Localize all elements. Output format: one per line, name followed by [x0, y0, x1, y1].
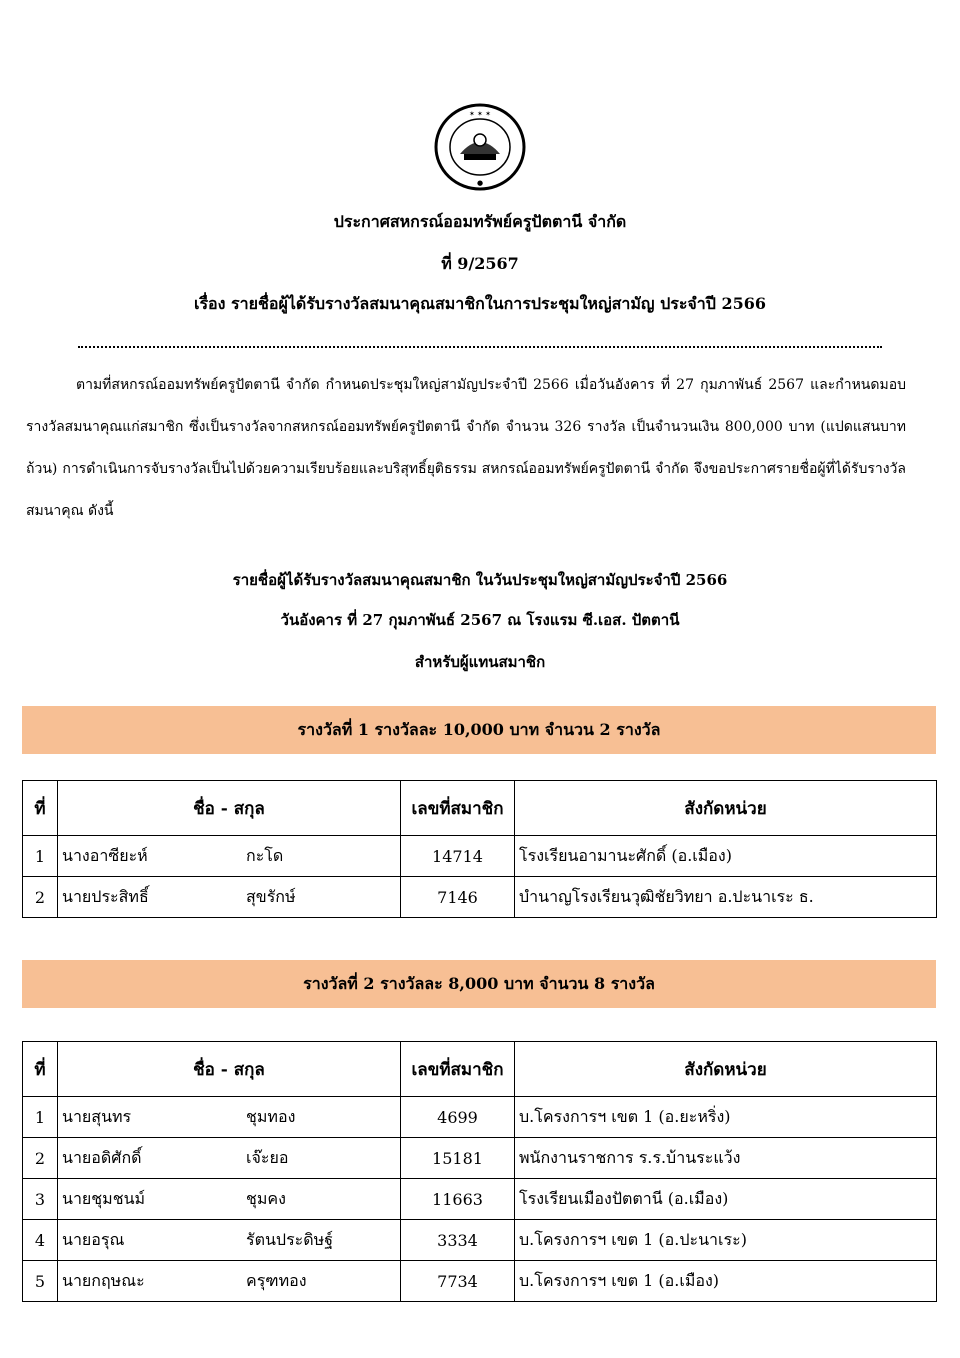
award1-table — [22, 780, 937, 918]
unit: พนักงานราชการ ร.ร.บ้านระแว้ง — [515, 1138, 937, 1179]
last-name: ชุมคง — [246, 1188, 286, 1208]
body-text: ตามที่สหกรณ์ออมทรัพย์ครูปัตตานี จำกัด กำหนดประชุมใหญ่สามัญประจำปี 2566 เมื่อวันอังคาร ที่ 27 กุมภาพันธ์ 2567 และกำหนดมอบรางวัลสมนาคุณแก่สมาชิก ซึ่งเป็นรางวัลจากสหกรณ์ออมทรัพย์ครูปัตตานี จำกัด จำนวน 326 รางวัล เป็นจำนวนเงิน 800,000 บาท (แปดแสนบาทถ้วน) การดำเนินการจับรางวัลเป็นไปด้วยความเรียบร้อยและบริสุทธิ์ยุติธรรม สหกรณ์ออมทรัพย์ครูปัตตานี จำกัด จึงขอประกาศรายชื่อผู้ที่ได้รับรางวัลสมนาคุณ ดังนี้ — [26, 377, 906, 519]
unit: บ.โครงการฯ เขต 1 (อ.ปะนาเระ) — [515, 1220, 937, 1261]
award1-title: รางวัลที่ 1 รางวัลละ 10,000 บาท จำนวน 2 รางวัล — [22, 706, 936, 754]
first-name: นายชุมชนม์ — [62, 1188, 146, 1208]
table-row: 3 นายชุมชนม์ ชุมคง 11663 โรงเรียนเมืองปัตตานี (อ.เมือง) — [23, 1179, 937, 1220]
col-no-header: ที่ — [23, 1042, 58, 1097]
list-heading-line2: วันอังคาร ที่ 27 กุมภาพันธ์ 2567 ณ โรงแรม ซี.เอส. ปัตตานี — [280, 611, 680, 629]
unit: โรงเรียนอามานะศักดิ์ (อ.เมือง) — [515, 836, 937, 877]
col-name-header: ชื่อ - สกุล — [58, 781, 401, 836]
award2-table — [22, 1041, 937, 1302]
member-number: 14714 — [401, 836, 515, 877]
col-unit-header: สังกัดหน่วย — [515, 781, 937, 836]
table-row: 1 นางอาซียะห์ กะโด 14714 โรงเรียนอามานะศักดิ์ (อ.เมือง) — [23, 836, 937, 877]
col-member-header: เลขที่สมาชิก — [401, 1042, 515, 1097]
table-row: 4 นายอรุณ รัตนประดิษฐ์ 3334 บ.โครงการฯ เขต 1 (อ.ปะนาเระ) — [23, 1220, 937, 1261]
body-paragraph — [26, 364, 906, 532]
first-name: นายกฤษณะ — [62, 1270, 145, 1290]
member-number: 15181 — [401, 1138, 515, 1179]
table-row: 5 นายกฤษณะ ครุฑทอง 7734 บ.โครงการฯ เขต 1 (อ.เมือง) — [23, 1261, 937, 1302]
list-heading-line3: สำหรับผู้แทนสมาชิก — [414, 653, 546, 671]
last-name: กะโด — [246, 845, 284, 865]
first-name: นายสุนทร — [62, 1106, 132, 1126]
member-number: 11663 — [401, 1179, 515, 1220]
last-name: เจ๊ะยอ — [246, 1147, 289, 1167]
member-number: 4699 — [401, 1097, 515, 1138]
unit: บ.โครงการฯ เขต 1 (อ.เมือง) — [515, 1261, 937, 1302]
unit: โรงเรียนเมืองปัตตานี (อ.เมือง) — [515, 1179, 937, 1220]
svg-text:●: ● — [476, 179, 484, 187]
dotted-divider — [78, 346, 882, 348]
member-number: 7734 — [401, 1261, 515, 1302]
last-name: ครุฑทอง — [246, 1270, 307, 1290]
member-number: 3334 — [401, 1220, 515, 1261]
col-name-header: ชื่อ - สกุล — [58, 1042, 401, 1097]
announcement-number: ที่ 9/2567 — [441, 254, 519, 273]
table-row: 2 นายอดิศักดิ์ เจ๊ะยอ 15181 พนักงานราชการ ร.ร.บ้านระแว้ง — [23, 1138, 937, 1179]
first-name: นายประสิทธิ์ — [62, 886, 149, 906]
svg-text:✶ ✶ ✶: ✶ ✶ ✶ — [468, 110, 492, 118]
first-name: นายอรุณ — [62, 1229, 125, 1249]
announcement-title: ประกาศสหกรณ์ออมทรัพย์ครูปัตตานี จำกัด — [333, 212, 627, 231]
last-name: ชุมทอง — [246, 1106, 296, 1126]
unit: บ.โครงการฯ เขต 1 (อ.ยะหริ่ง) — [515, 1097, 937, 1138]
first-name: นายอดิศักดิ์ — [62, 1147, 142, 1167]
col-no-header: ที่ — [23, 781, 58, 836]
unit: บำนาญโรงเรียนวุฒิชัยวิทยา อ.ปะนาเระ ธ. — [515, 877, 937, 918]
award2-title: รางวัลที่ 2 รางวัลละ 8,000 บาท จำนวน 8 รางวัล — [22, 960, 936, 1008]
list-heading-line1: รายชื่อผู้ได้รับรางวัลสมนาคุณสมาชิก ในวันประชุมใหญ่สามัญประจำปี 2566 — [232, 571, 728, 589]
col-unit-header: สังกัดหน่วย — [515, 1042, 937, 1097]
table-row: 2 นายประสิทธิ์ สุขรักษ์ 7146 บำนาญโรงเรียนวุฒิชัยวิทยา อ.ปะนาเระ ธ. — [23, 877, 937, 918]
last-name: รัตนประดิษฐ์ — [246, 1229, 334, 1249]
table-row: 1 นายสุนทร ชุมทอง 4699 บ.โครงการฯ เขต 1 (อ.ยะหริ่ง) — [23, 1097, 937, 1138]
col-member-header: เลขที่สมาชิก — [401, 781, 515, 836]
cooperative-seal-logo — [430, 102, 530, 192]
last-name: สุขรักษ์ — [246, 886, 296, 906]
announcement-subject: เรื่อง รายชื่อผู้ได้รับรางวัลสมนาคุณสมาชิกในการประชุมใหญ่สามัญ ประจำปี 2566 — [193, 294, 767, 313]
member-number: 7146 — [401, 877, 515, 918]
first-name: นางอาซียะห์ — [62, 845, 148, 865]
